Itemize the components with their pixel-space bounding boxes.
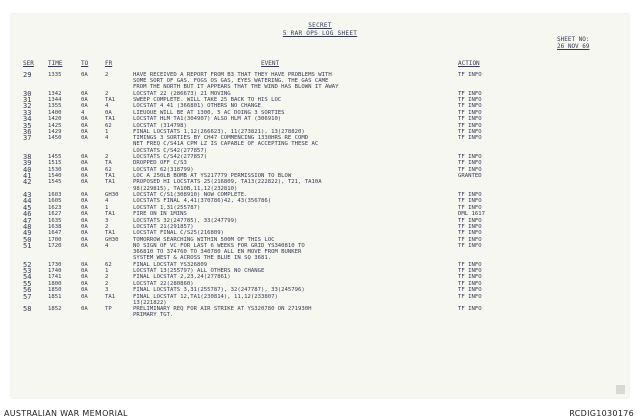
entry-event-line: LOCSTATS FINAL 4,41(370786)42, 43(356786) xyxy=(133,198,272,205)
footer-record-id: RCDIG1030176 xyxy=(569,409,634,418)
entry-time: 1852 xyxy=(48,306,62,313)
entry-serial: 58 xyxy=(23,305,32,314)
entry-event xyxy=(133,218,237,224)
entry-time: 1850 xyxy=(48,287,62,294)
entry-to: 0A xyxy=(81,90,88,97)
entry-event-line: LOCSTAT 62(318799) xyxy=(133,166,194,173)
entry-from: 2 xyxy=(105,72,109,78)
entry-serial: 37 xyxy=(23,134,32,143)
entry-time: 1627 xyxy=(48,211,62,218)
entry-event-line: FINAL LOCSTATS 1,12(266623), 11(273821), 13(278820) xyxy=(133,128,305,135)
entry-from: TP xyxy=(105,306,112,313)
entry-from: 4 xyxy=(105,103,109,110)
entry-to: 0A xyxy=(81,236,88,243)
entry-event-line: NO SIGN OF VC FOR LAST 6 WEEKS FOR GRID YS340810 TO xyxy=(133,243,305,250)
entry-from: 1 xyxy=(105,128,109,135)
entry-event xyxy=(133,167,194,173)
entry-serial: 33 xyxy=(23,108,32,117)
entry-event-line: PROPOSED HI LOCSTATS 25(216809, TA13(222822), T21, TA10A xyxy=(133,179,322,186)
entry-event xyxy=(133,192,248,198)
entry-to: 0A xyxy=(81,96,88,103)
entry-time: 1740 xyxy=(48,268,62,275)
entry-event-line: LOCSTAT FINAL C/S25(216809) xyxy=(133,230,224,237)
archive-stamp xyxy=(616,385,625,394)
entry-action: TF INFO xyxy=(458,128,482,135)
entry-to: 0A xyxy=(81,173,88,180)
entry-action: TF INFO xyxy=(458,96,482,103)
sheet-no-label: SHEET NO: xyxy=(557,36,590,43)
entry-serial: 41 xyxy=(23,172,32,181)
entry-event xyxy=(133,287,305,293)
entry-event-line: TIMINGS 3 SORTIES BY CH47 COMMENCING 1330HRS RE COMD xyxy=(133,135,309,142)
log-entry-row xyxy=(11,72,629,91)
entry-action: TF INFO xyxy=(458,103,482,110)
entry-action: TF INFO xyxy=(458,236,482,243)
entry-event xyxy=(133,129,305,135)
entry-to: 0A xyxy=(81,116,88,123)
log-sheet-page xyxy=(11,14,629,398)
entry-event xyxy=(133,274,231,280)
entry-event-line: LOCSTATS C/S42(277857) xyxy=(133,153,208,160)
entry-to: 0A xyxy=(81,293,88,300)
entry-event-line: FINAL LOCSTAT YS326809 xyxy=(133,261,208,268)
entry-event xyxy=(133,91,231,97)
entry-time: 1647 xyxy=(48,230,62,237)
entry-time: 1720 xyxy=(48,243,62,250)
entry-event xyxy=(133,306,312,318)
entry-to: 0A xyxy=(81,166,88,173)
entry-event-line: LOCSTAT 4 41 (366801) OTHERS NO CHANGE xyxy=(133,103,261,110)
entry-action: TF INFO xyxy=(458,287,482,294)
entry-event-line: LOC A 250LB BOMB AT YS217779 PERMISSION TO BLOW xyxy=(133,173,292,180)
entry-serial: 38 xyxy=(23,152,32,161)
entry-event-line: FROM THE NORTH BUT IT APPEARS THAT THE WIND HAS BLOWN IT AWAY xyxy=(133,84,339,91)
log-entry-row xyxy=(11,135,629,154)
entry-from: TA1 xyxy=(105,179,116,186)
entry-action: TF INFO xyxy=(458,153,482,160)
entry-event xyxy=(133,154,207,160)
entry-serial: 50 xyxy=(23,235,32,244)
entry-action: TF INFO xyxy=(458,166,482,173)
entry-action: TF INFO xyxy=(458,135,482,142)
entry-time: 1540 xyxy=(48,173,62,180)
entry-action: TF INFO xyxy=(458,261,482,268)
entry-action: TF INFO xyxy=(458,160,482,167)
entry-time: 1635 xyxy=(48,217,62,224)
entry-to: 0A xyxy=(81,230,88,237)
entry-serial: 56 xyxy=(23,286,32,295)
entry-from: 4 xyxy=(105,135,109,142)
entry-action: TF INFO xyxy=(458,306,482,313)
log-entry-row xyxy=(11,294,629,307)
entry-event-line: LOCSTAT C/S1(308910) NOW COMPLETE. xyxy=(133,191,248,198)
entry-event xyxy=(133,160,187,166)
entry-event xyxy=(133,116,281,122)
footer-institution: AUSTRALIAN WAR MEMORIAL xyxy=(4,409,128,418)
entry-to: 0A xyxy=(81,198,88,205)
entry-serial: 57 xyxy=(23,292,32,301)
entry-action: TF INFO xyxy=(458,109,482,116)
entry-event xyxy=(133,179,322,191)
entry-from: TA1 xyxy=(105,173,116,180)
entry-to: 0A xyxy=(81,280,88,287)
entry-action: TF INFO xyxy=(458,204,482,211)
entry-event xyxy=(133,262,207,268)
entry-time: 1700 xyxy=(48,236,62,243)
entry-time: 1429 xyxy=(48,128,62,135)
entry-to: 0A xyxy=(81,243,88,250)
entry-event-line: LOCSTAT (314798) xyxy=(133,122,187,129)
entry-to: 0A xyxy=(81,128,88,135)
entry-event-line: LOCSTATS 32(247785), 33(247799) xyxy=(133,217,238,224)
entry-event xyxy=(133,110,285,116)
entry-action: TF INFO xyxy=(458,72,482,78)
log-entry-row xyxy=(11,306,629,319)
entry-event-line: 98(229815), TA10B,11,12(232810) xyxy=(133,185,238,192)
entry-event-line: FINAL LOCSTAT 12,TA1(230814), 11,12(233807) xyxy=(133,293,278,300)
entry-time: 1730 xyxy=(48,261,62,268)
entry-time: 1400 xyxy=(48,109,62,116)
entry-from: TA xyxy=(105,160,112,167)
entry-from: 2 xyxy=(105,153,109,160)
entry-time: 1344 xyxy=(48,96,62,103)
entry-event-line: SWEEP COMPLETE. WILL TAKE 25 BACK TO HIS LOC xyxy=(133,96,282,103)
entry-time: 1455 xyxy=(48,153,62,160)
entry-to: 0A xyxy=(81,306,88,313)
entry-to: 0A xyxy=(81,191,88,198)
entry-event-line: FINAL LOCSTATS 3,31(255787), 32(247787), 33(245796) xyxy=(133,287,305,294)
entry-event-line: LOCSTAT HLM TA1(304907) ALSO HLM AT (306910) xyxy=(133,116,282,123)
entry-event-line: PRELIMINARY REQ FOR AIR STRIKE AT YS320780 ON 271930H xyxy=(133,306,312,313)
entry-action: TF INFO xyxy=(458,274,482,281)
header-event: EVENT xyxy=(261,60,280,67)
entry-time: 1335 xyxy=(48,72,62,78)
header-from: FR xyxy=(105,60,113,67)
entry-time: 1851 xyxy=(48,293,62,300)
entry-event-line: LOCSTAT 21(291857) xyxy=(133,223,194,230)
entry-from: 4 xyxy=(105,198,109,205)
entry-time: 1623 xyxy=(48,204,62,211)
archive-footer xyxy=(0,402,640,419)
entry-serial: 40 xyxy=(23,165,32,174)
entry-from: TA1 xyxy=(105,211,116,218)
entry-time: 1605 xyxy=(48,198,62,205)
entry-event xyxy=(133,205,200,211)
entry-event xyxy=(133,224,194,230)
entry-from: 1 xyxy=(105,268,109,275)
entry-from: GH30 xyxy=(105,191,119,198)
entry-to: 4 xyxy=(81,109,85,116)
entry-event-line: HAVE RECEIVED A REPORT FROM B3 THAT THEY HAVE PROBLEMS WITH xyxy=(133,72,332,78)
entry-action: TF INFO xyxy=(458,280,482,287)
entry-event-line: LIEUOUE WILL BE AT 1300, 5 AC DOING 3 SORTIES xyxy=(133,109,285,116)
entry-serial: 55 xyxy=(23,279,32,288)
entry-from: 1 xyxy=(105,204,109,211)
entry-from: 2 xyxy=(105,90,109,97)
entry-serial: 43 xyxy=(23,190,32,199)
entry-serial: 39 xyxy=(23,159,32,168)
entry-action: TF INFO xyxy=(458,116,482,123)
entry-event xyxy=(133,294,278,306)
log-entry-row xyxy=(11,243,629,262)
entry-event-line: LOCSTATS C/S42(277857) xyxy=(133,147,208,154)
entry-event xyxy=(133,135,318,153)
entry-event xyxy=(133,268,264,274)
entry-from: TA1 xyxy=(105,96,116,103)
entry-time: 1741 xyxy=(48,274,62,281)
entry-to: 0A xyxy=(81,103,88,110)
entry-time: 1355 xyxy=(48,103,62,110)
entry-action: TF INFO xyxy=(458,268,482,275)
sheet-number xyxy=(557,36,617,50)
header-ser: SER xyxy=(23,60,34,67)
entry-serial: 42 xyxy=(23,178,32,187)
security-classification: SECRET xyxy=(308,22,332,29)
entry-time: 1450 xyxy=(48,135,62,142)
entry-event xyxy=(133,243,305,261)
entry-from: 3 xyxy=(105,287,109,294)
entry-action: TF INFO xyxy=(458,198,482,205)
entry-action: TF INFO xyxy=(458,217,482,224)
entry-event xyxy=(133,103,261,109)
entry-event-line: TOMORROW SEARCHING WITHIN 500M OF THIS LOC xyxy=(133,236,275,243)
entry-from: 3 xyxy=(105,217,109,224)
entry-event-line: LOCSTAT 22 (286673) 21 MOVING xyxy=(133,90,231,97)
entry-to: 0A xyxy=(81,223,88,230)
entry-serial: 47 xyxy=(23,216,32,225)
entry-event-line: SYSTEM WEST & ACROSS THE BLUE IN SQ 3681. xyxy=(133,255,272,262)
entry-event xyxy=(133,230,224,236)
entry-action: GRANTED xyxy=(458,173,482,180)
entry-from: 4 xyxy=(105,243,109,250)
entry-time: 1603 xyxy=(48,191,62,198)
entry-time: 1545 xyxy=(48,179,62,186)
header-action: ACTION xyxy=(458,60,480,67)
sheet-no-value: 26 NOV 69 xyxy=(557,43,590,50)
entry-to: 0A xyxy=(81,274,88,281)
entry-to: 0A xyxy=(81,179,88,186)
entry-event-line: LOCSTAT 13(255797) ALL OTHERS NO CHANGE xyxy=(133,268,265,275)
entry-serial: 52 xyxy=(23,260,32,269)
entry-serial: 45 xyxy=(23,203,32,212)
entry-serial: 31 xyxy=(23,95,32,104)
entry-to: 0A xyxy=(81,153,88,160)
entry-serial: 32 xyxy=(23,102,32,111)
log-entries xyxy=(11,72,629,319)
entry-to: 0A xyxy=(81,160,88,167)
entry-event xyxy=(133,97,281,103)
entry-action: TF INFO xyxy=(458,122,482,129)
entry-from: 2 xyxy=(105,274,109,281)
entry-to: 0A xyxy=(81,204,88,211)
entry-time: 1800 xyxy=(48,280,62,287)
entry-time: 1530 xyxy=(48,166,62,173)
entry-to: 0A xyxy=(81,217,88,224)
document-title: 5 RAR OPS LOG SHEET xyxy=(282,30,358,37)
entry-event-line: DROPPED OFF C/S3 xyxy=(133,160,187,167)
entry-to: 0A xyxy=(81,211,88,218)
entry-serial: 35 xyxy=(23,121,32,130)
entry-time: 1342 xyxy=(48,90,62,97)
entry-serial: 49 xyxy=(23,229,32,238)
entry-time: 1515 xyxy=(48,160,62,167)
entry-action: TF INFO xyxy=(458,191,482,198)
entry-serial: 30 xyxy=(23,89,32,98)
entry-to: 0A xyxy=(81,261,88,268)
entry-event-line: LOCSTAT 1,31(255787) xyxy=(133,204,201,211)
entry-serial: 46 xyxy=(23,210,32,219)
entry-event xyxy=(133,123,187,129)
entry-serial: 34 xyxy=(23,115,32,124)
entry-serial: 53 xyxy=(23,267,32,276)
entry-serial: 51 xyxy=(23,242,32,251)
entry-event xyxy=(133,237,274,243)
entry-from: 62 xyxy=(105,122,112,129)
entry-time: 1420 xyxy=(48,116,62,123)
entry-event-line: FIRE ON IN 1MINS xyxy=(133,211,187,218)
entry-to: 0A xyxy=(81,122,88,129)
entry-event xyxy=(133,198,271,204)
entry-serial: 36 xyxy=(23,127,32,136)
entry-action: TF INFO xyxy=(458,230,482,237)
entry-from: TA1 xyxy=(105,116,116,123)
entry-from: GH30 xyxy=(105,236,119,243)
entry-from: 2 xyxy=(105,280,109,287)
entry-event-line: 366810 TO 374760 TO 340780 ALL EN MOVE FROM BUNKER xyxy=(133,249,302,256)
entry-to: 0A xyxy=(81,72,88,78)
entry-action: DML 1617 xyxy=(458,211,485,218)
entry-event-line: LOCSTAT 22(280860) xyxy=(133,280,194,287)
entry-to: 0A xyxy=(81,268,88,275)
entry-event-line: FINAL LOCSTAT 2,23,24(277861) xyxy=(133,274,231,281)
entry-to: 0A xyxy=(81,287,88,294)
entry-to: 0A xyxy=(81,135,88,142)
entry-event-line: NET FREQ C/S41A CPM LZ IS CAPABLE OF ACCEPTING THESE AC xyxy=(133,141,319,148)
entry-action: TF INFO xyxy=(458,223,482,230)
entry-from: 0A xyxy=(105,109,112,116)
entry-time: 1425 xyxy=(48,122,62,129)
entry-event xyxy=(133,72,338,90)
entry-time: 1638 xyxy=(48,223,62,230)
entry-from: 62 xyxy=(105,166,112,173)
entry-event-line: SOME SORT OF GAS. FOGS OS GAS, EYES WATERING. THE GAS CAME xyxy=(133,78,329,85)
entry-event-line: PRIMARY TGT. xyxy=(133,312,174,319)
entry-event xyxy=(133,173,291,179)
header-to: TO xyxy=(81,60,89,67)
entry-serial: 54 xyxy=(23,273,32,282)
entry-from: TA1 xyxy=(105,293,116,300)
log-entry-row xyxy=(11,179,629,192)
header-time: TIME xyxy=(48,60,63,67)
entry-from: 62 xyxy=(105,261,112,268)
entry-event xyxy=(133,211,187,217)
entry-from: TA1 xyxy=(105,230,116,237)
entry-action: TF INFO xyxy=(458,293,482,300)
entry-action: TF INFO xyxy=(458,243,482,250)
entry-event xyxy=(133,281,194,287)
entry-serial: 44 xyxy=(23,197,32,206)
entry-serial: 48 xyxy=(23,222,32,231)
entry-from: 2 xyxy=(105,223,109,230)
entry-serial: 29 xyxy=(23,71,32,79)
entry-action: TF INFO xyxy=(458,90,482,97)
entry-event-line: 13(221822) xyxy=(133,299,167,306)
